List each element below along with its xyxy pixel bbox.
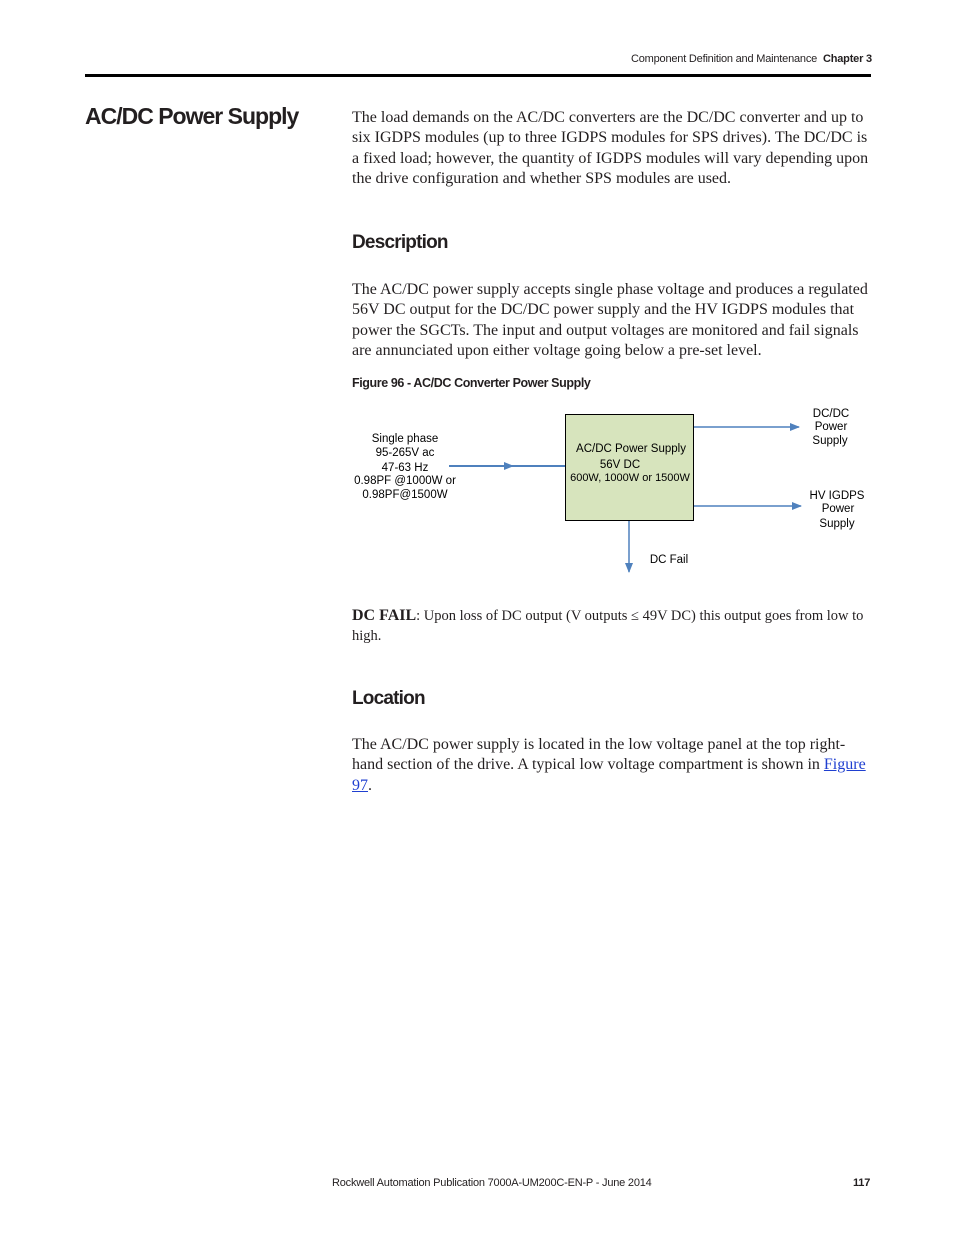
page-number: 117	[853, 1177, 871, 1189]
dc-fail-term: DC FAIL	[352, 607, 417, 624]
box-label-line-3: 600W, 1000W or 1500W	[570, 472, 690, 484]
intro-paragraph: The load demands on the AC/DC converters are the DC/DC converter and up to six IGDPS modules (up to three IGDPS modules for SPS drives). The DC/DC is a fixed load; however, the quantity of IGDPS modules will vary depending upon the drive configuration and whether SPS modules are used.	[352, 109, 869, 187]
location-heading: Location	[352, 688, 425, 709]
input-label-line-1: Single phase	[371, 433, 439, 445]
section-title: AC/DC Power Supply	[85, 103, 299, 129]
output-top-line-2: Power	[814, 421, 848, 433]
description-paragraph: The AC/DC power supply accepts single phase voltage and produces a regulated 56V DC output for the DC/DC power supply and the HV IGDPS modules that power the SGCTs. The input and output voltages are monitored and fail signals are annunciated upon either voltage going below a pre-set level.	[352, 281, 868, 359]
input-label-line-2: 95-265V ac	[375, 447, 435, 459]
input-label-line-4: 0.98PF @1000W or	[354, 475, 456, 487]
running-header-section: Component Definition and Maintenance	[631, 53, 818, 65]
location-paragraph	[352, 735, 872, 796]
location-text: The AC/DC power supply is located in the low voltage panel at the top right-hand section of the drive. A typical low voltage compartment is shown in	[352, 736, 846, 774]
box-label-line-2: 56V DC	[599, 459, 641, 471]
input-label-line-5: 0.98PF@1500W	[362, 489, 448, 501]
output-bottom-line-1: HV IGDPS	[809, 490, 865, 502]
location-text-end: .	[368, 776, 372, 794]
box-label-line-1: AC/DC Power Supply	[576, 443, 686, 455]
footer-publication: Rockwell Automation Publication 7000A-UM200C-EN-P - June 2014	[332, 1177, 652, 1189]
dc-fail-description: : Upon loss of DC output (V outputs ≤ 49V DC) this output goes from low to high.	[352, 608, 864, 644]
description-heading: Description	[352, 232, 448, 253]
input-label-line-3: 47-63 Hz	[381, 462, 429, 474]
output-top-line-1: DC/DC	[812, 408, 850, 420]
output-bottom-line-3: Supply	[819, 518, 855, 530]
figure-97-link[interactable]: Figure 97	[352, 756, 866, 794]
running-header-chapter: Chapter 3	[823, 53, 872, 65]
output-bottom-line-2: Power	[821, 503, 855, 515]
figure-caption: Figure 96 - AC/DC Converter Power Supply	[352, 376, 591, 390]
dc-fail-label: DC Fail	[649, 554, 689, 566]
output-top-line-3: Supply	[812, 435, 848, 447]
dc-fail-note	[352, 606, 872, 646]
